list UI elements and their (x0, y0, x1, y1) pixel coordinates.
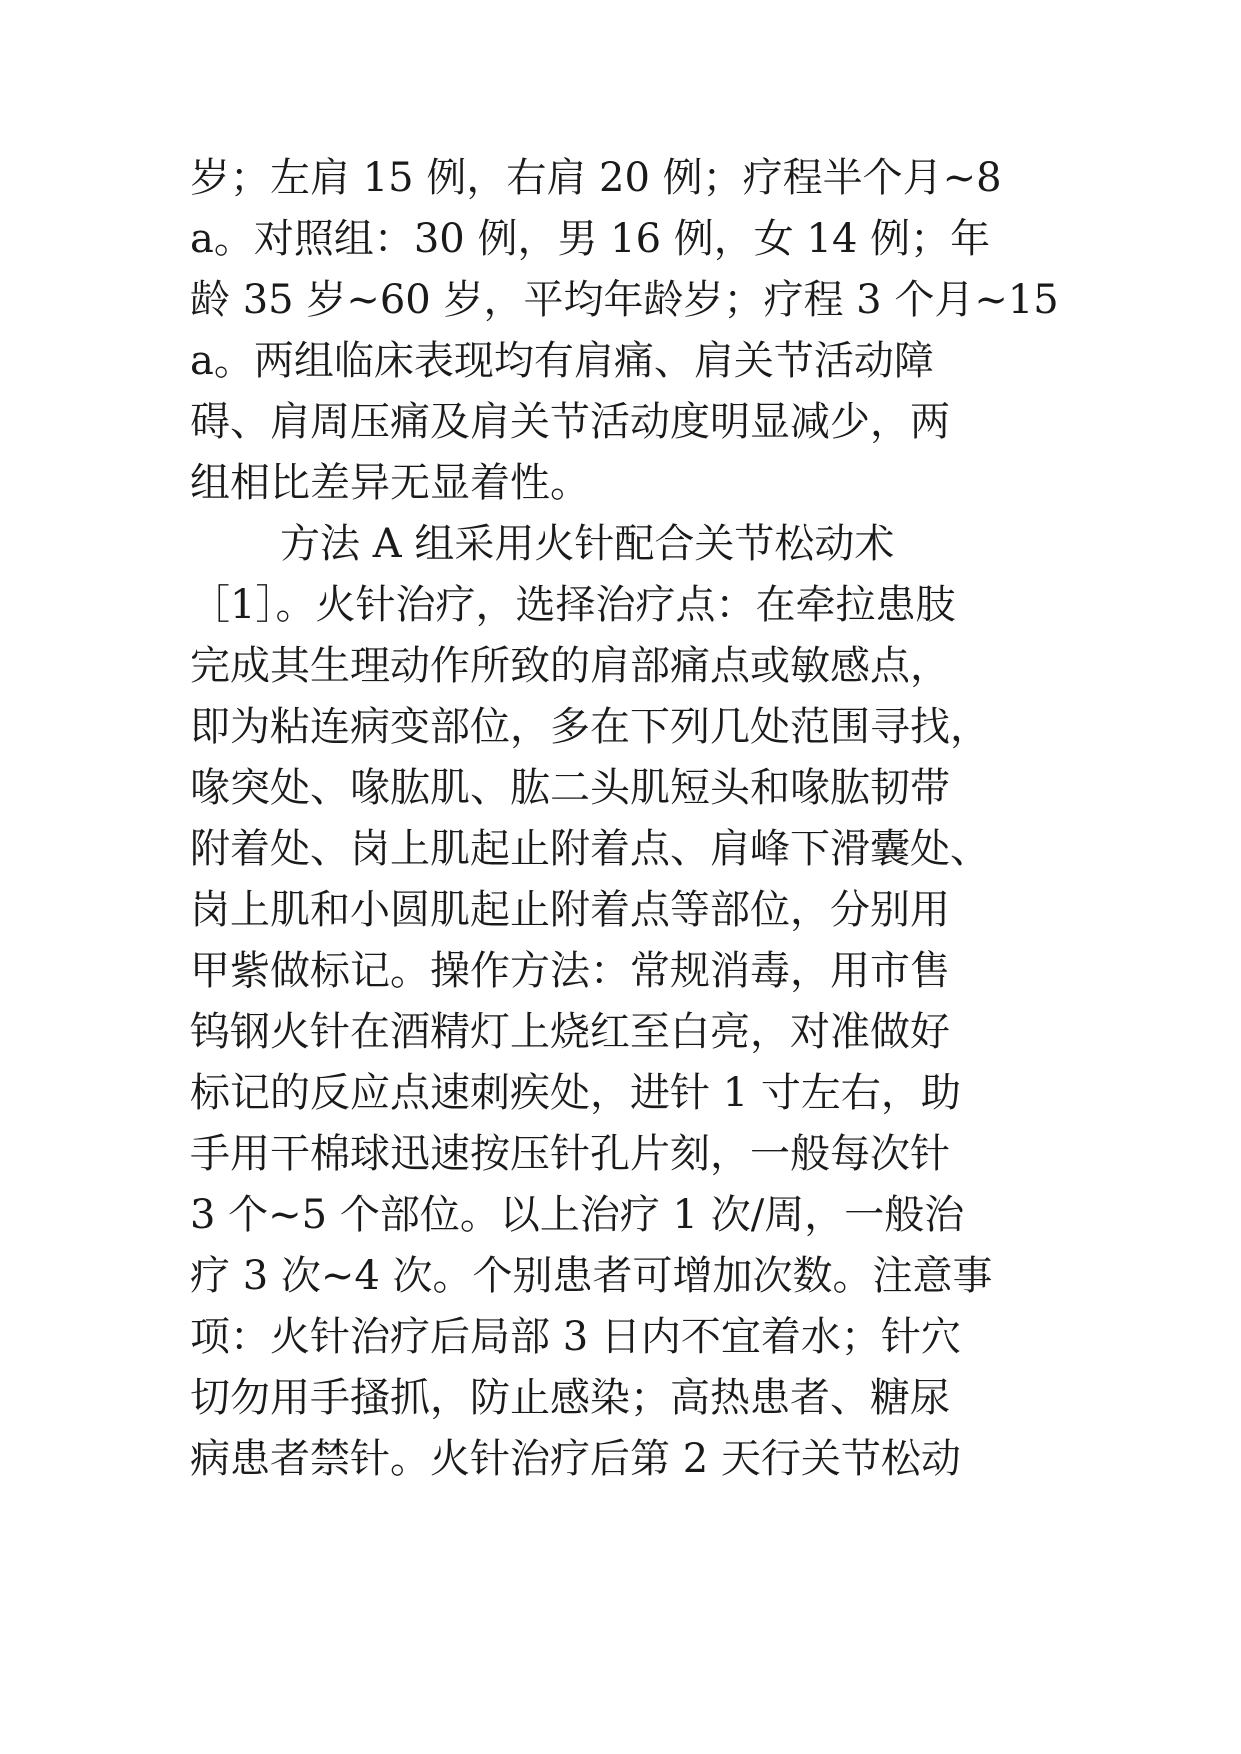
text-line: 岗上肌和小圆肌起止附着点等部位，分别用 (190, 887, 950, 933)
text-line: a。对照组：30 例，男 16 例，女 14 例；年 (190, 216, 991, 262)
text-line: 碍、肩周压痛及肩关节活动度明显减少，两 (190, 399, 950, 445)
text-line: 3 个~5 个部位。以上治疗 1 次/周，一般治 (190, 1192, 965, 1238)
paragraph-start-line: 方法 A 组采用火针配合关节松动术 (280, 521, 895, 567)
text-line: 疗 3 次~4 次。个别患者可增加次数。注意事 (190, 1253, 993, 1299)
body-text (190, 148, 1070, 1490)
text-line: 标记的反应点速刺疾处，进针 1 寸左右，助 (190, 1070, 961, 1116)
text-line: 完成其生理动作所致的肩部痛点或敏感点， (190, 643, 950, 689)
text-line: 喙突处、喙肱肌、肱二头肌短头和喙肱韧带 (190, 765, 950, 811)
text-line: 组相比差异无显着性。 (190, 460, 590, 506)
text-line: 附着处、岗上肌起止附着点、肩峰下滑囊处、 (190, 826, 990, 872)
text-line: 切勿用手搔抓，防止感染；高热患者、糖尿 (190, 1375, 950, 1421)
text-line: 龄 35 岁~60 岁，平均年龄岁；疗程 3 个月~15 (190, 277, 1059, 323)
text-line: 病患者禁针。火针治疗后第 2 天行关节松动 (190, 1436, 961, 1482)
text-line: 项：火针治疗后局部 3 日内不宜着水；针穴 (190, 1314, 961, 1360)
text-line: 甲紫做标记。操作方法：常规消毒，用市售 (190, 948, 950, 994)
text-line: 即为粘连病变部位，多在下列几处范围寻找， (190, 704, 990, 750)
text-line: ［1］。火针治疗，选择治疗点：在牵拉患肢 (190, 582, 956, 628)
text-line: 手用干棉球迅速按压针孔片刻，一般每次针 (190, 1131, 950, 1177)
text-line: a。两组临床表现均有肩痛、肩关节活动障 (190, 338, 934, 384)
text-line: 钨钢火针在酒精灯上烧红至白亮，对准做好 (190, 1009, 950, 1055)
text-line: 岁；左肩 15 例，右肩 20 例；疗程半个月~8 (190, 155, 1002, 201)
